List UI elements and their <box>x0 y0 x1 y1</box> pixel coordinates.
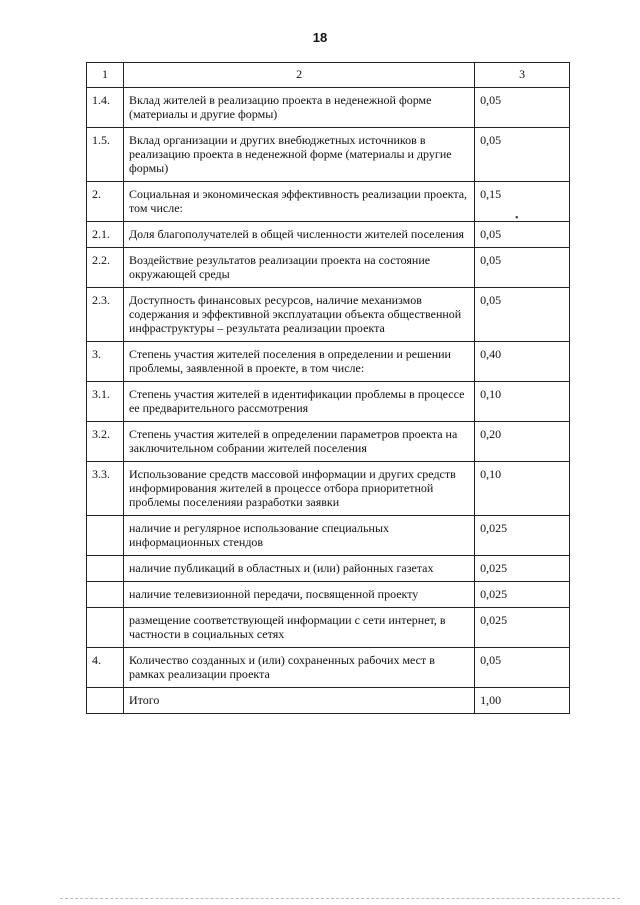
row-criterion: размещение соответствующей информации с сети интернет, в частности в социальных сетях <box>123 608 474 648</box>
table-row <box>87 128 570 182</box>
row-number <box>87 582 124 608</box>
row-number: 2.3. <box>87 288 124 342</box>
table-row <box>87 516 570 556</box>
row-criterion: наличие телевизионной передачи, посвященной проекту <box>123 582 474 608</box>
row-weight: 0,20 <box>475 422 570 462</box>
table-row <box>87 342 570 382</box>
table-row <box>87 382 570 422</box>
row-number: 3. <box>87 342 124 382</box>
table-row <box>87 648 570 688</box>
table-row <box>87 556 570 582</box>
page-number: 18 <box>312 30 328 45</box>
total-value: 1,00 <box>475 688 570 714</box>
row-number: 3.2. <box>87 422 124 462</box>
row-criterion: Социальная и экономическая эффективность реализации проекта, том числе: <box>123 182 474 222</box>
row-number: 1.4. <box>87 88 124 128</box>
criteria-table <box>86 62 570 714</box>
table-header-row <box>87 63 570 88</box>
row-criterion: Использование средств массовой информации и других средств информирования жителей в процессе отбора приоритетной проблемы поселенияи разработки заявки <box>123 462 474 516</box>
row-weight: 0,05 <box>475 128 570 182</box>
table-row-total <box>87 688 570 714</box>
table-row <box>87 222 570 248</box>
row-criterion: Количество созданных и (или) сохраненных рабочих мест в рамках реализации проекта <box>123 648 474 688</box>
row-criterion: наличие и регулярное использование специальных информационных стендов <box>123 516 474 556</box>
row-criterion: Степень участия жителей поселения в определении и решении проблемы, заявленной в проекте, в том числе: <box>123 342 474 382</box>
row-weight: 0,10 <box>475 382 570 422</box>
total-label: Итого <box>123 688 474 714</box>
row-weight: 0,025 <box>475 516 570 556</box>
row-number <box>87 608 124 648</box>
row-number <box>87 688 124 714</box>
row-number: 3.1. <box>87 382 124 422</box>
row-weight: 0,025 <box>475 582 570 608</box>
row-number: 4. <box>87 648 124 688</box>
row-weight: 0,05 <box>475 88 570 128</box>
row-weight: 0,05 <box>475 288 570 342</box>
row-criterion: Доступность финансовых ресурсов, наличие механизмов содержания и эффективной эксплуатации объекта общественной инфраструктуры – результата реализации проекта <box>123 288 474 342</box>
table-row <box>87 582 570 608</box>
table-row <box>87 422 570 462</box>
row-number <box>87 556 124 582</box>
row-weight: 0,05 <box>475 248 570 288</box>
row-criterion: Степень участия жителей в идентификации проблемы в процессе ее предварительного рассмотрения <box>123 382 474 422</box>
row-number: 2.1. <box>87 222 124 248</box>
table-row <box>87 248 570 288</box>
table-row <box>87 88 570 128</box>
row-weight: 0,15 <box>475 182 570 222</box>
row-criterion: Воздействие результатов реализации проекта на состояние окружающей среды <box>123 248 474 288</box>
row-criterion: Доля благополучателей в общей численности жителей поселения <box>123 222 474 248</box>
row-number: 1.5. <box>87 128 124 182</box>
column-header-weight: 3 <box>475 63 570 88</box>
table-row <box>87 608 570 648</box>
scan-edge-line <box>60 898 620 899</box>
column-header-number: 1 <box>87 63 124 88</box>
table-row <box>87 462 570 516</box>
row-number: 2.2. <box>87 248 124 288</box>
row-weight: 0,025 <box>475 556 570 582</box>
row-criterion: Степень участия жителей в определении параметров проекта на заключительном собрании жителей поселения <box>123 422 474 462</box>
row-weight: 0,10 <box>475 462 570 516</box>
row-weight: 0,05 <box>475 648 570 688</box>
row-number: 3.3. <box>87 462 124 516</box>
row-number: 2. <box>87 182 124 222</box>
table-row <box>87 182 570 222</box>
row-weight: 0,05 <box>475 222 570 248</box>
row-number <box>87 516 124 556</box>
row-criterion: Вклад организации и других внебюджетных источников в реализацию проекта в неденежной форме (материалы и другие формы) <box>123 128 474 182</box>
scan-speck: • <box>515 213 519 224</box>
column-header-criterion: 2 <box>123 63 474 88</box>
row-weight: 0,025 <box>475 608 570 648</box>
row-weight: 0,40 <box>475 342 570 382</box>
row-criterion: Вклад жителей в реализацию проекта в неденежной форме (материалы и другие формы) <box>123 88 474 128</box>
table-row <box>87 288 570 342</box>
row-criterion: наличие публикаций в областных и (или) районных газетах <box>123 556 474 582</box>
